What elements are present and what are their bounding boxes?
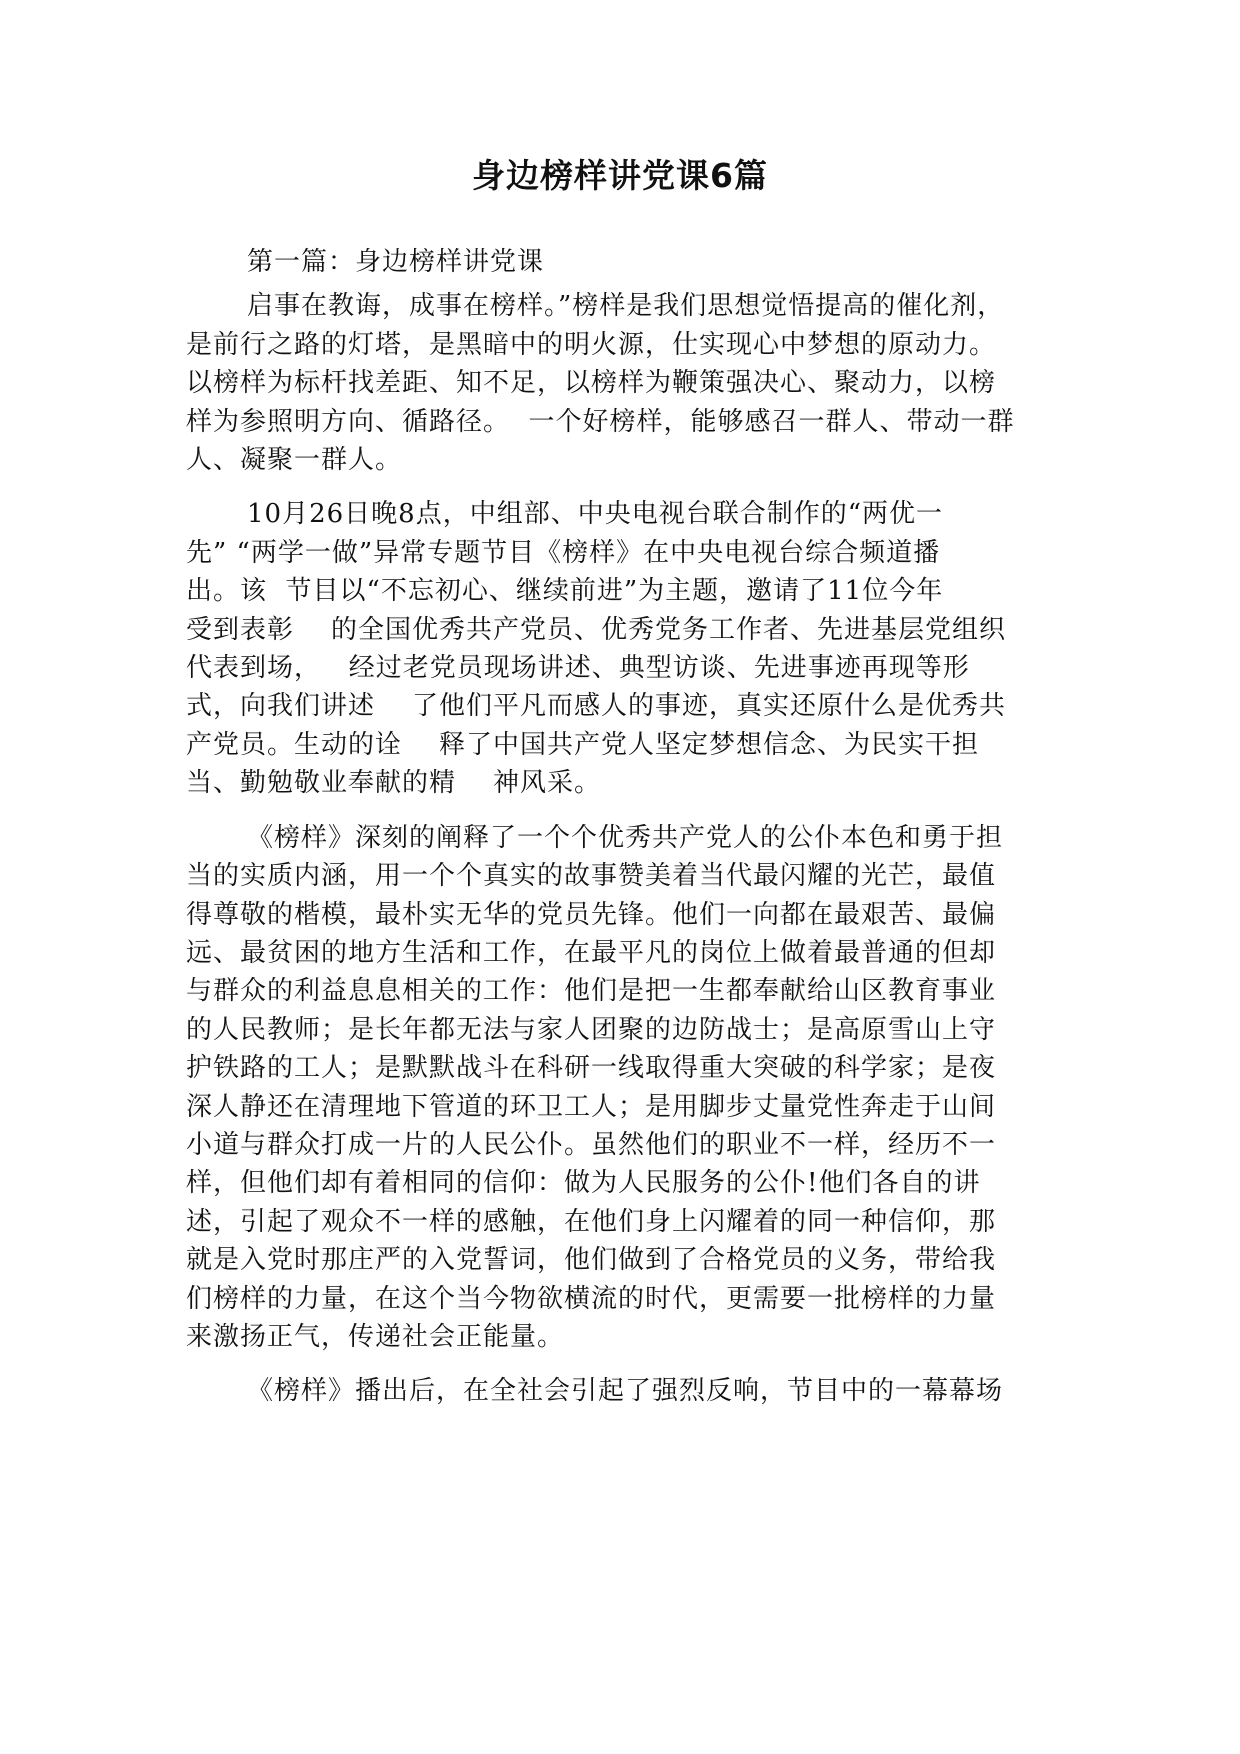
- paragraph-line: 小道与群众打成一片的人民公仆。虽然他们的职业不一样，经历不一: [186, 1129, 997, 1160]
- paragraph-2: [186, 495, 1066, 802]
- section-heading: 第一篇：身边榜样讲党课: [247, 247, 545, 277]
- paragraph-line: 来激扬正气，传递社会正能量。: [186, 1321, 565, 1352]
- document-title: 身边榜样讲党课6篇: [472, 156, 768, 195]
- paragraph-line: 远、最贫困的地方生活和工作，在最平凡的岗位上做着最普通的但却: [186, 937, 997, 968]
- paragraph-line: 深人静还在清理地下管道的环卫工人；是用脚步丈量党性奔走于山间: [186, 1091, 997, 1122]
- paragraph-line: 与群众的利益息息相关的工作：他们是把一生都奉献给山区教育事业: [186, 976, 997, 1007]
- paragraph-line: 先” “两学一做”异常专题节目《榜样》在中央电视台综合频道播: [186, 537, 941, 568]
- paragraph-line: 是前行之路的灯塔，是黑暗中的明火源，仕实现心中梦想的原动力。: [186, 329, 997, 360]
- paragraph-line: 护铁路的工人；是默默战斗在科研一线取得重大突破的科学家；是夜: [186, 1053, 997, 1084]
- paragraph-1: [186, 287, 1066, 479]
- paragraph-line: 样，但他们却有着相同的信仰：做为人民服务的公仆!他们各自的讲: [186, 1168, 981, 1199]
- paragraph-line: 《榜样》播出后，在全社会引起了强烈反响，节目中的一幕幕场: [247, 1376, 1004, 1407]
- paragraph-3: [186, 819, 1066, 1357]
- paragraph-line: 出。该 节目以“不忘初心、继续前进”为主题，邀请了11位今年: [186, 576, 944, 607]
- document-body: [186, 243, 1066, 1411]
- paragraph-line: 以榜样为标杆找差距、知不足，以榜样为鞭策强决心、聚动力，以榜: [186, 368, 997, 399]
- paragraph-line: 的人民教师；是长年都无法与家人团聚的边防战士；是高原雪山上守: [186, 1014, 997, 1045]
- paragraph-4: [186, 1372, 1066, 1410]
- paragraph-line: 产党员。生动的诠 释了中国共产党人坚定梦想信念、为民实干担: [186, 729, 980, 760]
- paragraph-line: 受到表彰 的全国优秀共产党员、优秀党务工作者、先进基层党组织: [186, 614, 1007, 645]
- paragraph-line: 代表到场， 经过老党员现场讲述、典型访谈、先进事迹再现等形: [186, 653, 970, 684]
- paragraph-line: 们榜样的力量，在这个当今物欲横流的时代，更需要一批榜样的力量: [186, 1283, 997, 1314]
- paragraph-line: 样为参照明方向、循路径。 一个好榜样，能够感召一群人、带动一群: [186, 406, 1015, 437]
- paragraph-line: 10月26日晚8点，中组部、中央电视台联合制作的“两优一: [247, 499, 944, 530]
- paragraph-line: 人、凝聚一群人。: [186, 445, 403, 476]
- paragraph-line: 得尊敬的楷模，最朴实无华的党员先锋。他们一向都在最艰苦、最偏: [186, 899, 997, 930]
- paragraph-line: 式，向我们讲述 了他们平凡而感人的事迹，真实还原什么是优秀共: [186, 691, 1007, 722]
- paragraph-line: 《榜样》深刻的阐释了一个个优秀共产党人的公仆本色和勇于担: [247, 822, 1004, 853]
- paragraph-line: 启事在教诲，成事在榜样。”榜样是我们思想觉悟提高的催化剂，: [247, 291, 1005, 322]
- paragraph-line: 就是入党时那庄严的入党誓词，他们做到了合格党员的义务，带给我: [186, 1245, 997, 1276]
- paragraph-line: 当、勤勉敬业奉献的精 神风采。: [186, 768, 602, 799]
- paragraph-line: 述，引起了观众不一样的感触，在他们身上闪耀着的同一种信仰，那: [186, 1206, 997, 1237]
- paragraph-line: 当的实质内涵，用一个个真实的故事赞美着当代最闪耀的光芒，最值: [186, 861, 997, 892]
